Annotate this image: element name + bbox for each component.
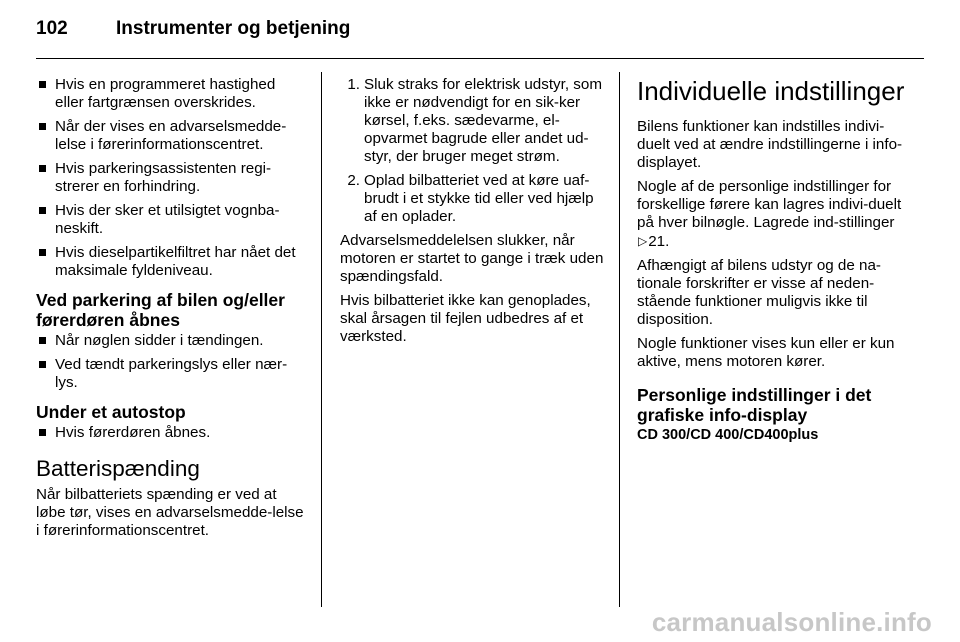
radio-models-label: CD 300/CD 400/CD400plus (637, 427, 819, 443)
column-2 (340, 76, 608, 352)
heading-individual-settings: Individuelle indstillinger (637, 76, 905, 106)
battery-steps-list (340, 76, 608, 226)
column-divider-1 (321, 72, 322, 607)
stored-settings-text: Nogle af de personlige indstillinger for forskellige førere kan lagres indivi-duelt på hver bilnøgle. Lagrede ind-stillinger (637, 178, 902, 231)
battery-paragraph: Når bilbatteriets spænding er ved at løbe tør, vises en advarselsmedde-lelse i førerinformationscentret. (36, 486, 304, 539)
header-divider (36, 58, 924, 59)
engine-running-paragraph: Nogle funktioner vises kun eller er kun aktive, mens motoren kører. (637, 335, 895, 370)
step-number: 1. (347, 76, 360, 93)
heading-parking: Ved parkering af bilen og/eller førerdøren åbnes (36, 290, 285, 330)
column-1 (36, 76, 306, 546)
list-item: Hvis en programmeret hastighed eller fartgrænsen overskrides. (36, 76, 306, 112)
workshop-paragraph: Hvis bilbatteriet ikke kan genoplades, skal årsagen til fejlen udbedres af et værksted. (340, 292, 591, 345)
page-number: 102 (36, 18, 68, 39)
column-divider-2 (619, 72, 620, 607)
stored-settings-paragraph (637, 178, 905, 251)
list-item (340, 172, 608, 226)
step-text: Sluk straks for elektrisk udstyr, som ikke er nødvendigt for en sik-ker kørsel, f.eks. sædevarme, el-opvarmet bagrude eller andet ud-styr, der bruger meget strøm. (364, 76, 603, 165)
page-title: Instrumenter og betjening (116, 18, 351, 39)
heading-battery-voltage: Batterispænding (36, 456, 200, 481)
autostop-conditions-list (36, 424, 306, 442)
step-text: Oplad bilbatteriet ved at køre uaf-brudt i et stykke tid eller ved hjælp af en oplader. (364, 172, 594, 225)
list-item: Hvis der sker et utilsigtet vognba-neskift. (36, 202, 306, 238)
settings-intro-paragraph: Bilens funktioner kan indstilles indivi-duelt ved at ændre indstillingerne i info-displayet. (637, 118, 903, 171)
list-item: Hvis dieselpartikelfiltret har nået det maksimale fyldeniveau. (36, 244, 306, 280)
parking-conditions-list (36, 332, 306, 392)
list-item (340, 76, 608, 166)
list-item: Hvis parkeringsassistenten regi-strerer en forhindring. (36, 160, 306, 196)
watermark: carmanualsonline.info (651, 607, 932, 637)
page-header (36, 18, 350, 48)
warning-clears-paragraph: Advarselsmeddelelsen slukker, når motoren er startet to gange i træk uden spændingsfald. (340, 232, 604, 285)
step-number: 2. (347, 172, 360, 189)
heading-autostop: Under et autostop (36, 402, 186, 422)
column-3 (637, 76, 905, 444)
availability-paragraph: Afhængigt af bilens udstyr og de na-tionale forskrifter er visse af neden-stående funktioner muligvis ikke til disposition. (637, 257, 881, 328)
list-item: Hvis førerdøren åbnes. (36, 424, 306, 442)
list-item: Når nøglen sidder i tændingen. (36, 332, 306, 350)
heading-personal-settings: Personlige indstillinger i det grafiske info-display (637, 385, 872, 425)
warning-conditions-list (36, 76, 306, 280)
reference-arrow-icon: ▷ (638, 234, 648, 248)
list-item: Når der vises en advarselsmedde-lelse i førerinformationscentret. (36, 118, 306, 154)
page-reference-link[interactable]: 21. (648, 233, 670, 250)
list-item: Ved tændt parkeringslys eller nær-lys. (36, 356, 306, 392)
